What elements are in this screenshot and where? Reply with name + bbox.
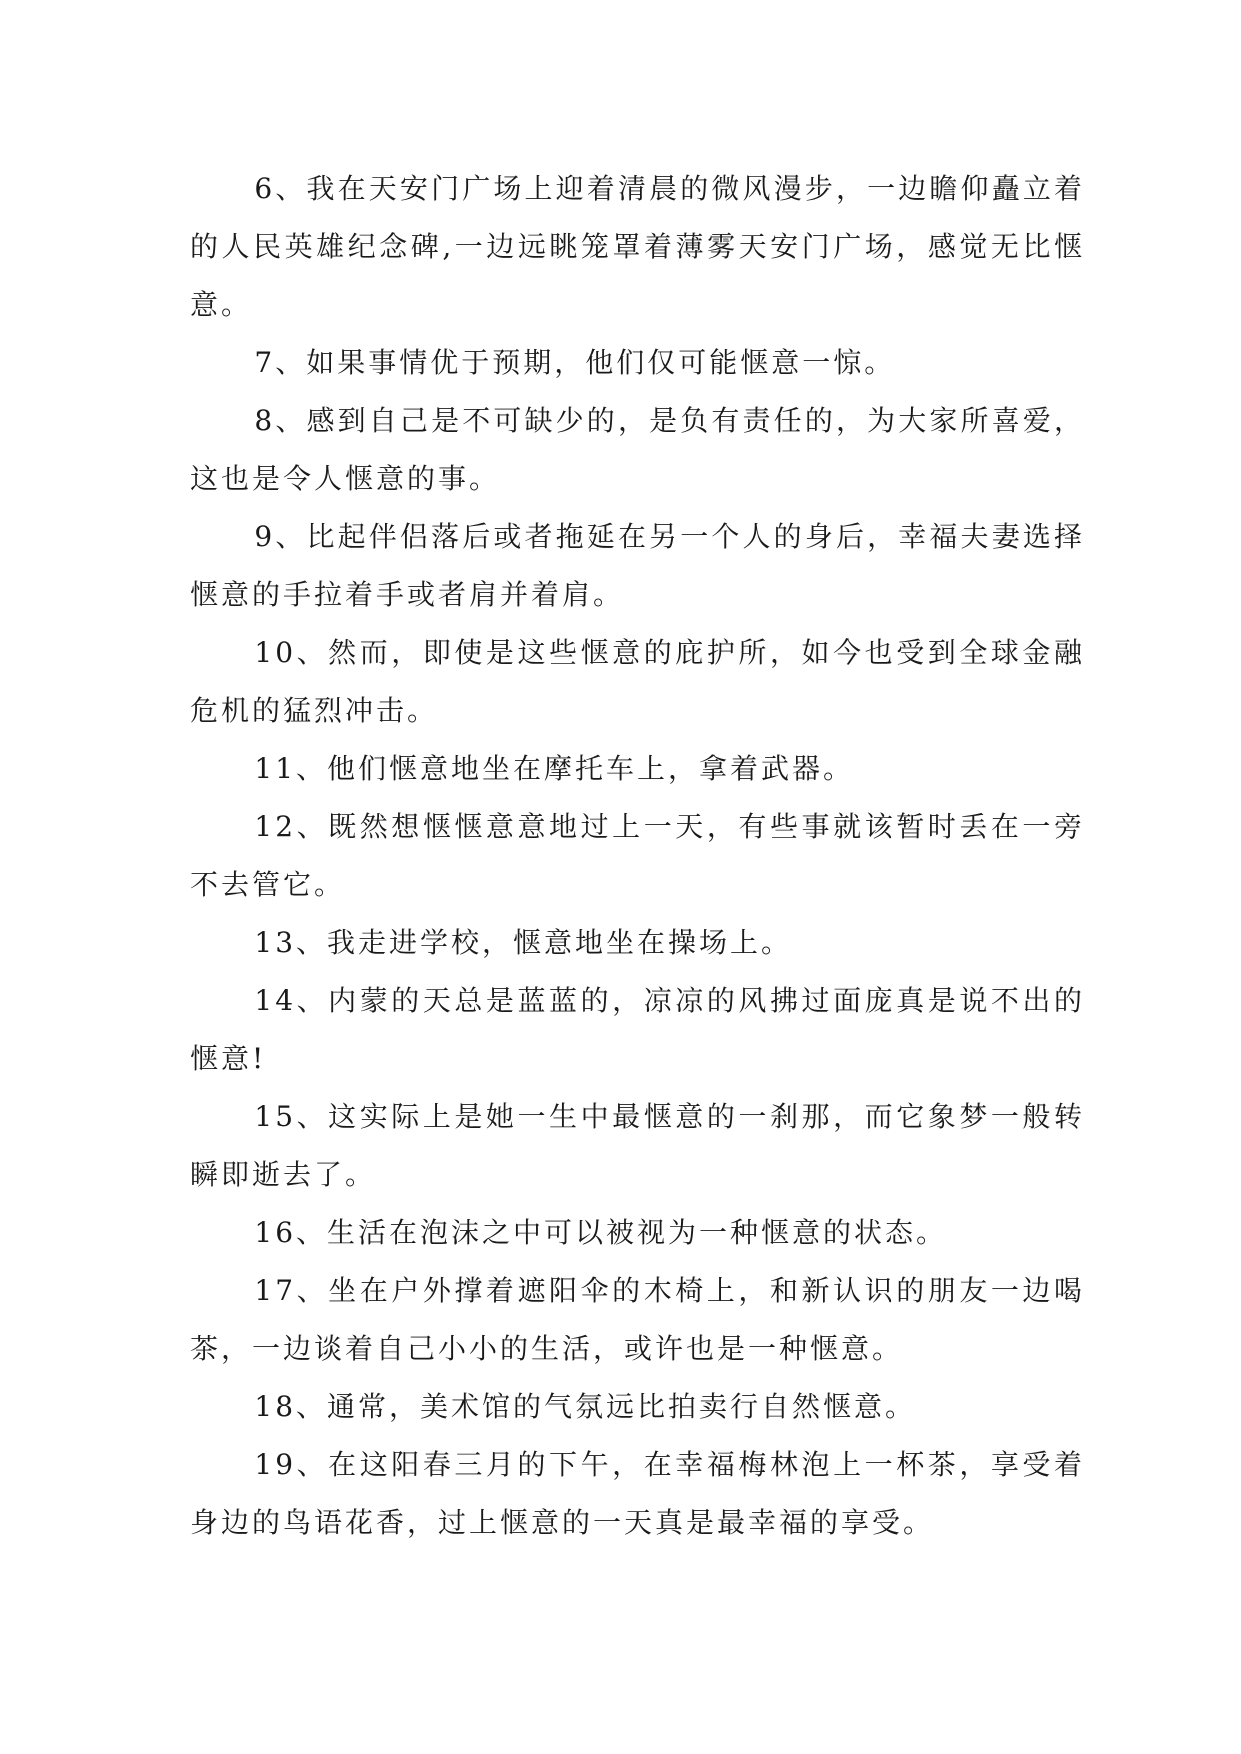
paragraph-14: 14、内蒙的天总是蓝蓝的，凉凉的风拂过面庞真是说不出的惬意! [190, 984, 1085, 1075]
paragraph-8: 8、感到自己是不可缺少的，是负有责任的，为大家所喜爱，这也是令人惬意的事。 [190, 404, 1085, 495]
paragraph-11: 11、他们惬意地坐在摩托车上，拿着武器。 [254, 752, 855, 785]
paragraph-19: 19、在这阳春三月的下午，在幸福梅林泡上一杯茶，享受着身边的鸟语花香，过上惬意的一天真是最幸福的享受。 [190, 1448, 1085, 1539]
paragraph-9: 9、比起伴侣落后或者拖延在另一个人的身后，幸福夫妻选择惬意的手拉着手或者肩并着肩。 [190, 520, 1085, 611]
paragraph-10: 10、然而，即使是这些惬意的庇护所，如今也受到全球金融危机的猛烈冲击。 [190, 636, 1085, 727]
paragraph-18: 18、通常，美术馆的气氛远比拍卖行自然惬意。 [254, 1390, 917, 1423]
paragraph-12: 12、既然想惬惬意意地过上一天，有些事就该暂时丢在一旁不去管它。 [190, 810, 1085, 901]
paragraph-13: 13、我走进学校，惬意地坐在操场上。 [254, 926, 793, 959]
document-body [190, 160, 1085, 1552]
paragraph-7: 7、如果事情优于预期，他们仅可能惬意一惊。 [254, 346, 896, 379]
paragraph-17: 17、坐在户外撑着遮阳伞的木椅上，和新认识的朋友一边喝茶，一边谈着自己小小的生活，或许也是一种惬意。 [190, 1274, 1085, 1365]
paragraph-16: 16、生活在泡沫之中可以被视为一种惬意的状态。 [254, 1216, 948, 1249]
paragraph-15: 15、这实际上是她一生中最惬意的一刹那，而它象梦一般转瞬即逝去了。 [190, 1100, 1085, 1191]
paragraph-6: 6、我在天安门广场上迎着清晨的微风漫步，一边瞻仰矗立着的人民英雄纪念碑,一边远眺笼罩着薄雾天安门广场，感觉无比惬意。 [190, 172, 1085, 321]
